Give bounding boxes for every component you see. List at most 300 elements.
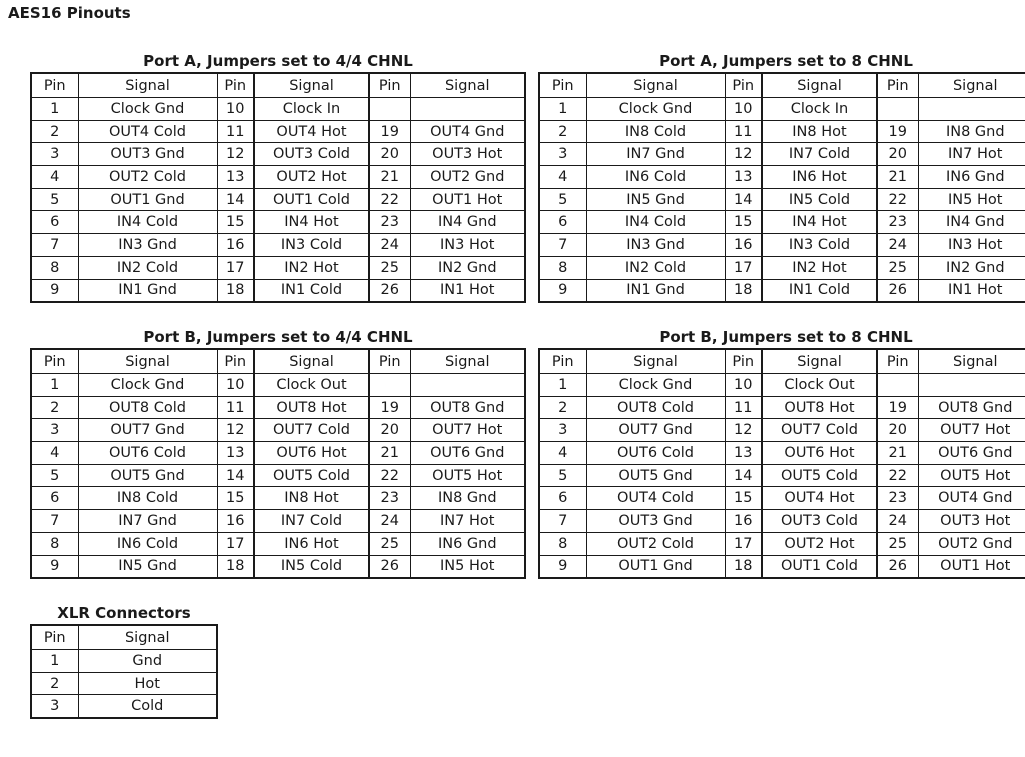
signal-column-header: Signal [918, 73, 1025, 98]
signal-cell: IN1 Gnd [586, 279, 725, 302]
pin-cell: 13 [217, 166, 254, 189]
signal-cell: OUT7 Hot [410, 419, 525, 442]
table-row [31, 143, 525, 166]
pin-cell: 5 [539, 464, 586, 487]
signal-cell: OUT4 Cold [78, 120, 217, 143]
pinout-table-port-b-8 [538, 348, 1025, 579]
table-row [31, 695, 217, 718]
pin-cell: 22 [877, 188, 918, 211]
signal-column-header: Signal [410, 73, 525, 98]
signal-cell: Clock Gnd [586, 98, 725, 121]
pin-cell: 6 [539, 211, 586, 234]
pin-cell: 5 [31, 464, 78, 487]
signal-cell: OUT1 Hot [410, 188, 525, 211]
pin-cell: 12 [725, 143, 762, 166]
pin-cell: 13 [217, 442, 254, 465]
pinout-block-port-a-4-4 [30, 52, 526, 303]
signal-cell [410, 98, 525, 121]
signal-cell: OUT5 Cold [254, 464, 369, 487]
signal-cell: IN8 Cold [78, 487, 217, 510]
pin-cell: 26 [369, 279, 410, 302]
pin-cell: 25 [369, 532, 410, 555]
signal-cell: IN4 Hot [254, 211, 369, 234]
pin-cell: 5 [31, 188, 78, 211]
signal-cell: IN4 Hot [762, 211, 877, 234]
signal-cell: OUT3 Cold [762, 510, 877, 533]
signal-cell: Clock Gnd [586, 374, 725, 397]
signal-cell: IN1 Cold [762, 279, 877, 302]
signal-cell: IN4 Cold [78, 211, 217, 234]
signal-cell: OUT5 Hot [918, 464, 1025, 487]
pin-cell: 2 [539, 120, 586, 143]
signal-cell: IN2 Cold [78, 256, 217, 279]
pin-cell: 18 [725, 279, 762, 302]
pin-cell: 15 [217, 211, 254, 234]
signal-cell: OUT6 Cold [586, 442, 725, 465]
pin-cell: 8 [539, 532, 586, 555]
table-caption: XLR Connectors [57, 604, 191, 622]
pinout-block-xlr [30, 604, 218, 719]
signal-cell: IN5 Cold [254, 555, 369, 578]
pin-cell: 22 [369, 464, 410, 487]
pinout-block-port-a-8 [538, 52, 1025, 303]
pin-cell: 16 [725, 510, 762, 533]
table-row [31, 234, 525, 257]
pin-cell: 20 [369, 419, 410, 442]
signal-cell: IN3 Gnd [78, 234, 217, 257]
signal-cell: OUT2 Hot [254, 166, 369, 189]
pin-cell: 23 [369, 487, 410, 510]
pin-cell: 16 [217, 234, 254, 257]
table-row [539, 143, 1025, 166]
signal-cell: Clock Gnd [78, 98, 217, 121]
table-row [539, 396, 1025, 419]
pin-cell: 2 [539, 396, 586, 419]
signal-cell: IN8 Gnd [918, 120, 1025, 143]
signal-cell: Cold [78, 695, 217, 718]
signal-column-header: Signal [254, 73, 369, 98]
signal-cell: Hot [78, 672, 217, 695]
signal-cell: IN7 Cold [254, 510, 369, 533]
pin-cell: 7 [31, 510, 78, 533]
pin-cell: 17 [725, 256, 762, 279]
pin-cell [877, 98, 918, 121]
signal-cell: IN3 Hot [410, 234, 525, 257]
table-row [539, 188, 1025, 211]
pinout-table-port-a-4-4 [30, 72, 526, 303]
signal-cell: OUT7 Hot [918, 419, 1025, 442]
pin-cell: 14 [217, 464, 254, 487]
signal-cell: IN7 Gnd [586, 143, 725, 166]
table-row [31, 188, 525, 211]
signal-cell: OUT8 Gnd [918, 396, 1025, 419]
table-row [539, 98, 1025, 121]
signal-cell: IN4 Cold [586, 211, 725, 234]
pin-cell: 16 [725, 234, 762, 257]
pin-cell: 7 [539, 234, 586, 257]
signal-cell: IN1 Cold [254, 279, 369, 302]
table-row [539, 211, 1025, 234]
signal-cell: OUT2 Cold [586, 532, 725, 555]
table-row [539, 166, 1025, 189]
pin-cell: 23 [877, 487, 918, 510]
pin-cell: 22 [877, 464, 918, 487]
pin-cell: 19 [877, 396, 918, 419]
pin-cell: 21 [369, 166, 410, 189]
signal-cell: OUT4 Hot [254, 120, 369, 143]
signal-cell: IN2 Hot [254, 256, 369, 279]
signal-cell: IN6 Gnd [410, 532, 525, 555]
table-row [31, 98, 525, 121]
signal-cell: IN5 Hot [410, 555, 525, 578]
signal-cell: OUT5 Gnd [78, 464, 217, 487]
pinout-table-port-a-8 [538, 72, 1025, 303]
pin-column-header: Pin [725, 73, 762, 98]
pin-cell: 7 [31, 234, 78, 257]
signal-cell: OUT8 Gnd [410, 396, 525, 419]
signal-cell: Clock Out [762, 374, 877, 397]
signal-cell: OUT3 Hot [918, 510, 1025, 533]
signal-cell: OUT6 Hot [254, 442, 369, 465]
table-row [31, 256, 525, 279]
pin-cell: 14 [217, 188, 254, 211]
pin-cell: 15 [725, 487, 762, 510]
pinout-table-xlr [30, 624, 218, 719]
signal-cell: IN6 Cold [586, 166, 725, 189]
pin-cell: 17 [725, 532, 762, 555]
signal-cell: OUT6 Gnd [410, 442, 525, 465]
signal-column-header: Signal [762, 73, 877, 98]
signal-cell: IN2 Gnd [410, 256, 525, 279]
pin-cell: 20 [369, 143, 410, 166]
table-row [539, 279, 1025, 302]
pin-cell [877, 374, 918, 397]
header-row [31, 349, 525, 374]
pin-column-header: Pin [369, 349, 410, 374]
pin-cell: 22 [369, 188, 410, 211]
page-title: AES16 Pinouts [8, 4, 131, 22]
pin-cell: 23 [369, 211, 410, 234]
pin-cell: 14 [725, 464, 762, 487]
signal-cell: IN5 Cold [762, 188, 877, 211]
signal-cell: OUT1 Cold [762, 555, 877, 578]
signal-cell: IN5 Gnd [78, 555, 217, 578]
pin-column-header: Pin [877, 73, 918, 98]
pin-column-header: Pin [31, 625, 78, 650]
table-row [31, 464, 525, 487]
pin-cell: 13 [725, 442, 762, 465]
pin-cell: 20 [877, 419, 918, 442]
pin-cell: 9 [31, 555, 78, 578]
pin-cell: 1 [539, 374, 586, 397]
signal-column-header: Signal [78, 625, 217, 650]
signal-cell: OUT1 Gnd [78, 188, 217, 211]
pin-cell: 1 [31, 374, 78, 397]
pin-cell: 6 [31, 487, 78, 510]
header-row [31, 625, 217, 650]
signal-cell: IN3 Hot [918, 234, 1025, 257]
signal-cell: IN1 Gnd [78, 279, 217, 302]
pin-cell: 25 [369, 256, 410, 279]
signal-cell: OUT8 Hot [254, 396, 369, 419]
signal-cell: IN6 Gnd [918, 166, 1025, 189]
signal-cell: IN2 Cold [586, 256, 725, 279]
pin-cell: 21 [369, 442, 410, 465]
pin-cell: 2 [31, 396, 78, 419]
pin-cell: 18 [725, 555, 762, 578]
pin-cell: 4 [539, 442, 586, 465]
signal-cell: IN2 Hot [762, 256, 877, 279]
pin-cell: 6 [539, 487, 586, 510]
pin-cell: 9 [539, 279, 586, 302]
header-row [539, 349, 1025, 374]
signal-cell: OUT4 Gnd [918, 487, 1025, 510]
signal-cell: OUT3 Cold [254, 143, 369, 166]
pin-cell: 12 [217, 143, 254, 166]
pin-cell: 24 [369, 234, 410, 257]
pin-cell [369, 374, 410, 397]
pinout-block-port-b-4-4 [30, 328, 526, 579]
pin-cell: 12 [217, 419, 254, 442]
pin-cell: 25 [877, 532, 918, 555]
signal-column-header: Signal [78, 349, 217, 374]
pin-cell: 12 [725, 419, 762, 442]
pinout-block-port-b-8 [538, 328, 1025, 579]
signal-cell: OUT2 Hot [762, 532, 877, 555]
signal-cell: IN3 Cold [254, 234, 369, 257]
table-row [31, 487, 525, 510]
table-row [31, 419, 525, 442]
table-row [31, 442, 525, 465]
signal-cell [918, 98, 1025, 121]
signal-cell: IN1 Hot [410, 279, 525, 302]
pin-cell: 26 [877, 279, 918, 302]
table-row [539, 374, 1025, 397]
signal-cell: OUT2 Cold [78, 166, 217, 189]
table-row [31, 555, 525, 578]
pin-cell: 15 [217, 487, 254, 510]
table-row [539, 442, 1025, 465]
signal-cell: IN6 Hot [254, 532, 369, 555]
signal-cell: OUT3 Gnd [78, 143, 217, 166]
signal-cell: IN8 Gnd [410, 487, 525, 510]
signal-cell: IN8 Hot [762, 120, 877, 143]
signal-cell: OUT1 Cold [254, 188, 369, 211]
signal-cell: OUT2 Gnd [918, 532, 1025, 555]
table-row [539, 234, 1025, 257]
pin-column-header: Pin [877, 349, 918, 374]
signal-cell: OUT7 Cold [762, 419, 877, 442]
table-row [31, 396, 525, 419]
pin-cell: 13 [725, 166, 762, 189]
signal-cell: OUT4 Gnd [410, 120, 525, 143]
pin-cell: 3 [539, 419, 586, 442]
table-caption: Port B, Jumpers set to 8 CHNL [659, 328, 913, 346]
table-row [539, 532, 1025, 555]
table-row [31, 279, 525, 302]
table-row [31, 510, 525, 533]
pin-cell: 3 [31, 419, 78, 442]
signal-cell: OUT5 Cold [762, 464, 877, 487]
signal-cell: IN1 Hot [918, 279, 1025, 302]
pin-cell: 2 [31, 672, 78, 695]
pin-cell: 8 [31, 532, 78, 555]
pin-cell: 1 [31, 98, 78, 121]
pin-cell: 23 [877, 211, 918, 234]
table-row [539, 256, 1025, 279]
header-row [539, 73, 1025, 98]
pin-column-header: Pin [217, 73, 254, 98]
pin-cell: 10 [725, 98, 762, 121]
signal-column-header: Signal [918, 349, 1025, 374]
signal-cell: OUT3 Hot [410, 143, 525, 166]
table-caption: Port B, Jumpers set to 4/4 CHNL [143, 328, 413, 346]
pin-cell: 3 [31, 695, 78, 718]
pin-column-header: Pin [725, 349, 762, 374]
table-row [539, 555, 1025, 578]
pin-cell: 4 [31, 166, 78, 189]
pin-cell: 3 [31, 143, 78, 166]
table-row [31, 120, 525, 143]
table-row [31, 672, 217, 695]
pin-cell: 4 [539, 166, 586, 189]
pin-cell: 9 [539, 555, 586, 578]
signal-cell: OUT6 Hot [762, 442, 877, 465]
table-row [31, 166, 525, 189]
signal-cell: IN5 Hot [918, 188, 1025, 211]
signal-cell: IN6 Cold [78, 532, 217, 555]
pin-cell: 19 [369, 396, 410, 419]
pin-cell: 17 [217, 256, 254, 279]
table-row [31, 532, 525, 555]
pin-cell: 11 [725, 396, 762, 419]
table-row [31, 650, 217, 673]
signal-cell: IN4 Gnd [918, 211, 1025, 234]
pin-cell: 10 [725, 374, 762, 397]
signal-cell: OUT3 Gnd [586, 510, 725, 533]
signal-cell [410, 374, 525, 397]
pinout-table-port-b-4-4 [30, 348, 526, 579]
signal-column-header: Signal [586, 349, 725, 374]
signal-cell: OUT1 Hot [918, 555, 1025, 578]
signal-cell: IN7 Hot [410, 510, 525, 533]
pin-cell: 26 [369, 555, 410, 578]
signal-cell: IN3 Gnd [586, 234, 725, 257]
table-row [539, 510, 1025, 533]
signal-cell: OUT7 Cold [254, 419, 369, 442]
pin-cell: 11 [217, 396, 254, 419]
table-row [539, 487, 1025, 510]
pin-cell: 16 [217, 510, 254, 533]
pin-cell: 20 [877, 143, 918, 166]
signal-cell: IN3 Cold [762, 234, 877, 257]
pin-cell: 8 [539, 256, 586, 279]
pin-column-header: Pin [369, 73, 410, 98]
table-caption: Port A, Jumpers set to 8 CHNL [659, 52, 913, 70]
signal-cell: IN7 Hot [918, 143, 1025, 166]
signal-cell: OUT1 Gnd [586, 555, 725, 578]
signal-cell: IN8 Cold [586, 120, 725, 143]
signal-cell: OUT4 Hot [762, 487, 877, 510]
signal-cell: OUT4 Cold [586, 487, 725, 510]
signal-cell: IN6 Hot [762, 166, 877, 189]
pin-cell: 19 [369, 120, 410, 143]
pin-cell: 3 [539, 143, 586, 166]
signal-cell: IN7 Cold [762, 143, 877, 166]
pin-cell: 11 [217, 120, 254, 143]
signal-cell: IN8 Hot [254, 487, 369, 510]
table-row [31, 211, 525, 234]
signal-cell: OUT7 Gnd [78, 419, 217, 442]
pin-cell: 8 [31, 256, 78, 279]
pin-column-header: Pin [31, 73, 78, 98]
pin-cell: 19 [877, 120, 918, 143]
signal-cell: Clock In [762, 98, 877, 121]
pin-cell: 1 [31, 650, 78, 673]
pin-cell: 10 [217, 98, 254, 121]
pin-cell: 4 [31, 442, 78, 465]
pin-cell: 18 [217, 279, 254, 302]
pin-cell: 24 [369, 510, 410, 533]
signal-cell: Gnd [78, 650, 217, 673]
signal-cell: OUT6 Cold [78, 442, 217, 465]
signal-cell: IN7 Gnd [78, 510, 217, 533]
table-row [539, 120, 1025, 143]
signal-cell: OUT8 Cold [586, 396, 725, 419]
table-row [31, 374, 525, 397]
pin-cell: 9 [31, 279, 78, 302]
pin-cell: 14 [725, 188, 762, 211]
signal-cell: IN5 Gnd [586, 188, 725, 211]
pin-cell: 21 [877, 442, 918, 465]
pin-cell: 24 [877, 510, 918, 533]
table-caption: Port A, Jumpers set to 4/4 CHNL [143, 52, 413, 70]
pin-cell: 7 [539, 510, 586, 533]
pin-cell: 21 [877, 166, 918, 189]
pin-cell: 26 [877, 555, 918, 578]
signal-cell: IN2 Gnd [918, 256, 1025, 279]
signal-cell: IN4 Gnd [410, 211, 525, 234]
table-row [539, 419, 1025, 442]
pin-cell: 11 [725, 120, 762, 143]
signal-column-header: Signal [78, 73, 217, 98]
signal-cell: OUT2 Gnd [410, 166, 525, 189]
signal-cell: OUT6 Gnd [918, 442, 1025, 465]
pin-cell: 2 [31, 120, 78, 143]
signal-cell: Clock Gnd [78, 374, 217, 397]
signal-cell: OUT5 Hot [410, 464, 525, 487]
signal-cell: OUT7 Gnd [586, 419, 725, 442]
pin-cell: 5 [539, 188, 586, 211]
signal-cell: OUT5 Gnd [586, 464, 725, 487]
header-row [31, 73, 525, 98]
pin-cell: 6 [31, 211, 78, 234]
signal-column-header: Signal [410, 349, 525, 374]
signal-cell: OUT8 Hot [762, 396, 877, 419]
table-row [539, 464, 1025, 487]
signal-column-header: Signal [254, 349, 369, 374]
signal-cell [918, 374, 1025, 397]
pin-column-header: Pin [539, 349, 586, 374]
pin-column-header: Pin [31, 349, 78, 374]
pin-cell: 25 [877, 256, 918, 279]
pin-cell: 10 [217, 374, 254, 397]
signal-cell: Clock In [254, 98, 369, 121]
pin-cell: 24 [877, 234, 918, 257]
pin-column-header: Pin [539, 73, 586, 98]
pin-column-header: Pin [217, 349, 254, 374]
signal-cell: Clock Out [254, 374, 369, 397]
